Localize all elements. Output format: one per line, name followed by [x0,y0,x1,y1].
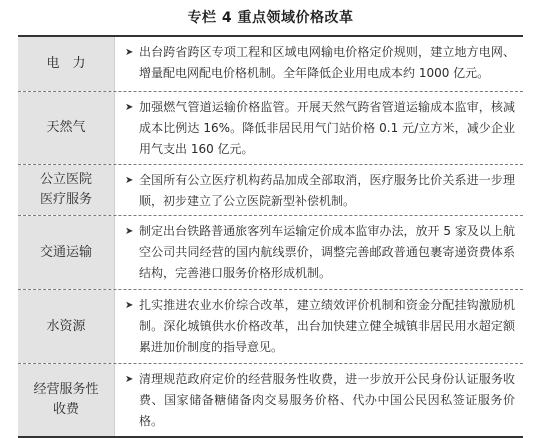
row-description-text: 加强燃气管道运输价格监管。开展天然气跨省管道运输成本监审，核减成本比例达 16%。降低非居民用气门站价格 0.1 元/立方米，减少企业用气支出 160 亿元。 [139,100,515,156]
table-row [18,165,523,216]
arrow-bullet-icon: ➤ [125,47,134,58]
row-category: 交通运输 [18,216,115,289]
table-row [18,216,523,290]
row-description [115,165,523,215]
row-description-text: 制定出台铁路普通旅客列车运输定价成本监审办法，放开 5 家及以上航空公司共同经营的国内航线票价，调整完善邮政普通包裹寄递资费体系结构，完善港口服务价格形成机制。 [139,224,515,280]
arrow-bullet-icon: ➤ [125,175,134,186]
row-category: 公立医院 医疗服务 [18,165,115,215]
table-row [18,364,523,436]
row-description [115,364,523,436]
row-description-text: 清理规范政府定价的经营服务性收费，进一步放开公民身份认证服务收费、国家储备糖储备肉交易服务价格、代办中国公民因私签证服务价格。 [139,372,515,428]
arrow-bullet-icon: ➤ [125,374,134,385]
table-row [18,290,523,364]
row-description [115,216,523,289]
arrow-bullet-icon: ➤ [125,300,134,311]
arrow-bullet-icon: ➤ [125,226,134,237]
row-category: 天然气 [18,92,115,164]
row-description [115,37,523,91]
page-title: 专栏 4 重点领域价格改革 [187,10,354,26]
row-description-text: 出台跨省跨区专项工程和区域电网输电价格定价规则，建立地方电网、增量配电网配电价格机制。全年降低企业用电成本约 1000 亿元。 [139,45,515,80]
row-category: 水资源 [18,290,115,363]
row-description-text: 扎实推进农业水价综合改革，建立绩效评价机制和资金分配挂钩激励机制。深化城镇供水价格改革，出台加快建立健全城镇非居民用水超定额累进加价制度的指导意见。 [139,298,515,354]
arrow-bullet-icon: ➤ [125,102,134,113]
row-description [115,290,523,363]
row-description [115,92,523,164]
reform-table [18,35,523,438]
table-row [18,37,523,92]
row-category: 经营服务性 收费 [18,364,115,436]
row-description-text: 全国所有公立医疗机构药品加成全部取消，医疗服务比价关系进一步理顺，初步建立了公立医院新型补偿机制。 [139,173,515,208]
table-row [18,92,523,165]
row-category: 电 力 [18,37,115,91]
